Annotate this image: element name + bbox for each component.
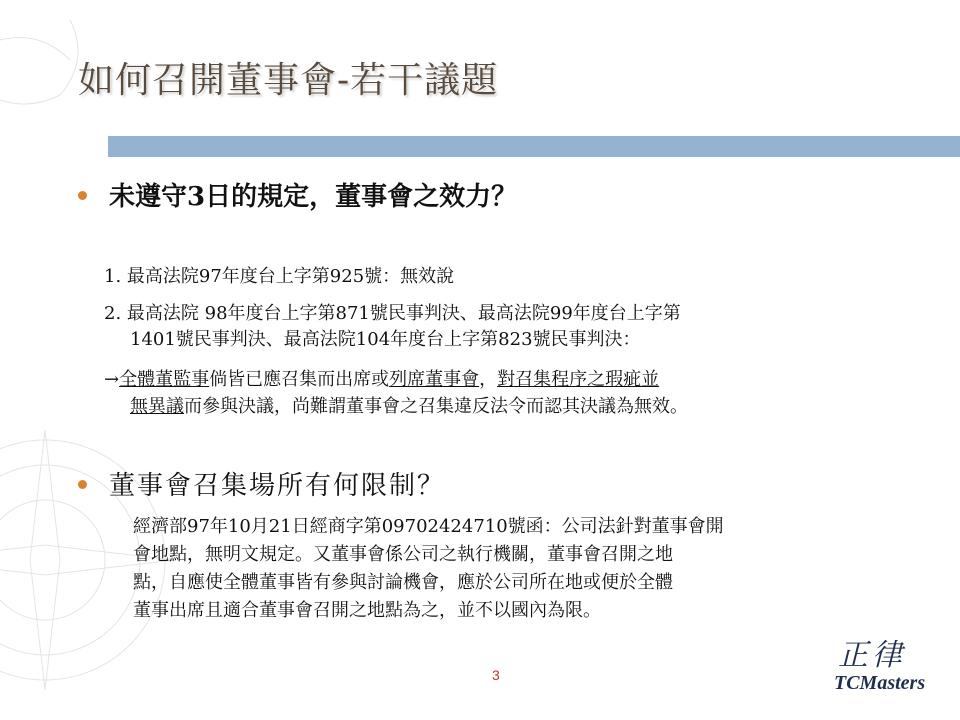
conclusion-line-2 (130, 392, 688, 418)
section-2-paragraph-line-3: 點，自應使全體董事皆有參與討論機會，應於公司所在地或便於全體 (133, 572, 673, 593)
bullet-section-1 (78, 176, 517, 213)
logo-english-text: TCMasters (834, 672, 926, 694)
bullet-icon (78, 191, 87, 200)
conclusion-text: ， (479, 369, 498, 390)
underlined-text: 無異議 (130, 396, 184, 417)
conclusion-text: 倘皆已應召集而出席或 (209, 369, 390, 390)
bullet-icon (78, 480, 87, 489)
bullet-section-2 (78, 465, 445, 502)
underlined-text: 對召集程序之瑕疵並 (497, 369, 660, 390)
list-item-2-line-2: 1401號民事判決、最高法院104年度台上字第823號民事判決： (130, 329, 641, 350)
page-number: 3 (492, 667, 500, 683)
list-item-1: 1. 最高法院97年度台上字第925號：無效說 (104, 266, 455, 287)
section-2-paragraph-line-2: 會地點，無明文規定。又董事會係公司之執行機關，董事會召開之地 (133, 544, 673, 565)
arrow-icon: → (104, 369, 120, 390)
section-2-paragraph-line-1: 經濟部97年10月21日經商字第09702424710號函：公司法針對董事會開 (133, 516, 724, 537)
underlined-text: 全體董監事 (119, 369, 210, 390)
underlined-text: 列席董事會 (389, 369, 480, 390)
list-item-2-line-1: 2. 最高法院 98年度台上字第871號民事判決、最高法院99年度台上字第 (104, 303, 681, 324)
title-underline-bar (108, 136, 960, 157)
logo-chinese-text: 正律 (838, 638, 906, 673)
company-logo (830, 630, 945, 700)
section-1-heading: 未遵守3日的規定，董事會之效力？ (109, 182, 518, 212)
page-title: 如何召開董事會-若干議題 (78, 60, 499, 101)
conclusion-text: 而參與決議，尚難謂董事會之召集違反法令而認其決議為無效。 (184, 396, 688, 417)
section-2-paragraph-line-4: 董事出席且適合董事會召開之地點為之，並不以國內為限。 (133, 600, 601, 621)
conclusion-line-1 (104, 365, 659, 391)
section-2-heading: 董事會召集場所有何限制？ (109, 471, 446, 501)
